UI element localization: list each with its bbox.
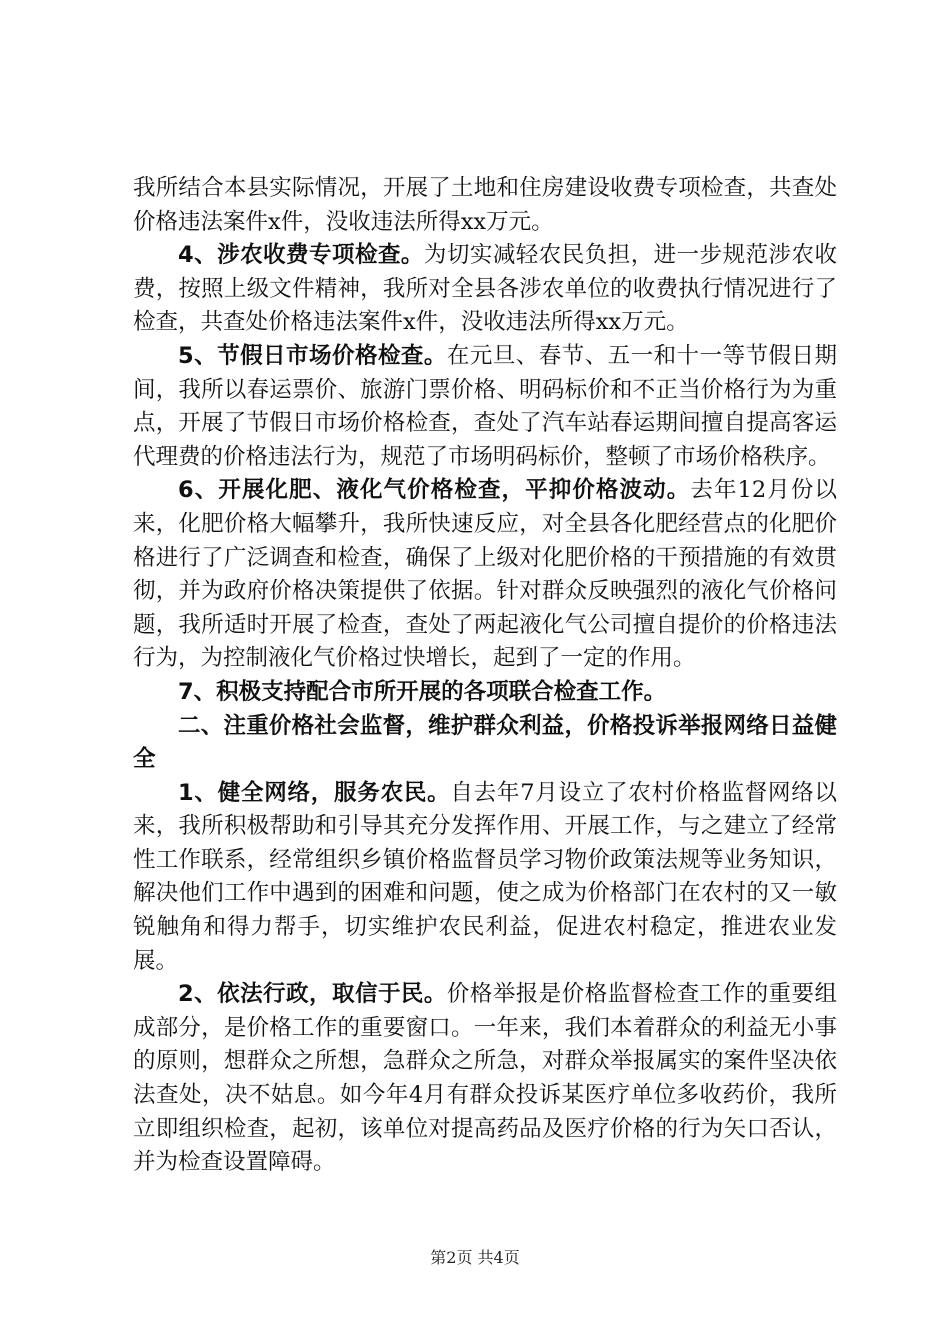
paragraph-text: 我所结合本县实际情况，开展了土地和住房建设收费专项检查，共查处价格违法案件x件，没收违法所得xx万元。 [133, 175, 837, 235]
paragraph-text: 为切实减轻农民负担，进一步规范涉农收费，按照上级文件精神，我所对全县各涉农单位的收费执行情况进行了检查，共查处价格违法案件x件，没收违法所得xx万元。 [133, 242, 837, 336]
section-heading-2 [133, 710, 837, 777]
paragraph-continuation [133, 172, 837, 239]
paragraph-text: 去年12月份以来，化肥价格大幅攀升，我所快速反应，对全县各化肥经营点的化肥价格进行了广泛调查和检查，确保了上级对化肥价格的干预措施的有效贯彻，并为政府价格决策提供了依据。针对群众反映强烈的液化气价格问题，我所适时开展了检查，查处了两起液化气公司擅自提价的价格违法行为，为控制液化气价格过快增长，起到了一定的作用。 [133, 477, 837, 672]
paragraph-text: 在元旦、春节、五一和十一等节假日期间，我所以春运票价、旅游门票价格、明码标价和不正当价格行为为重点，开展了节假日市场价格检查，查处了汽车站春运期间擅自提高客运代理费的价格违法行为，规范了市场明码标价，整顿了市场价格秩序。 [133, 342, 837, 470]
section-heading-text: 二、注重价格社会监督，维护群众利益，价格投诉举报网络日益健全 [133, 712, 837, 773]
paragraph-item-4 [133, 239, 837, 340]
paragraph-lead: 4、涉农收费专项检查。 [178, 242, 424, 269]
paragraph-lead: 5、节假日市场价格检查。 [178, 342, 447, 369]
paragraph-lead: 7、积极支持配合市所开展的各项联合检查工作。 [178, 678, 667, 705]
document-body [133, 172, 837, 1180]
paragraph-item-6 [133, 474, 837, 676]
paragraph-sub-2 [133, 978, 837, 1180]
paragraph-sub-1 [133, 777, 837, 979]
paragraph-item-7 [133, 676, 837, 710]
paragraph-lead: 2、依法行政，取信于民。 [178, 981, 447, 1008]
paragraph-lead: 6、开展化肥、液化气价格检查，平抑价格波动。 [178, 477, 691, 504]
page-footer: 第2页 共4页 [430, 1248, 520, 1267]
paragraph-item-5 [133, 340, 837, 474]
paragraph-text: 自去年7月设立了农村价格监督网络以来，我所积极帮助和引导其充分发挥作用、开展工作，与之建立了经常性工作联系，经常组织乡镇价格监督员学习物价政策法规等业务知识，解决他们工作中遇到的困难和问题，使之成为价格部门在农村的又一敏锐触角和得力帮手，切实维护农民利益，促进农村稳定，推进农业发展。 [133, 779, 838, 974]
paragraph-lead: 1、健全网络，服务农民。 [178, 779, 451, 806]
paragraph-text: 价格举报是价格监督检查工作的重要组成部分，是价格工作的重要窗口。一年来，我们本着群众的利益无小事的原则，想群众之所想，急群众之所急，对群众举报属实的案件坚决依法查处，决不姑息。如今年4月有群众投诉某医疗单位多收药价，我所立即组织检查，起初，该单位对提高药品及医疗价格的行为矢口否认，并为检查设置障碍。 [133, 981, 837, 1176]
